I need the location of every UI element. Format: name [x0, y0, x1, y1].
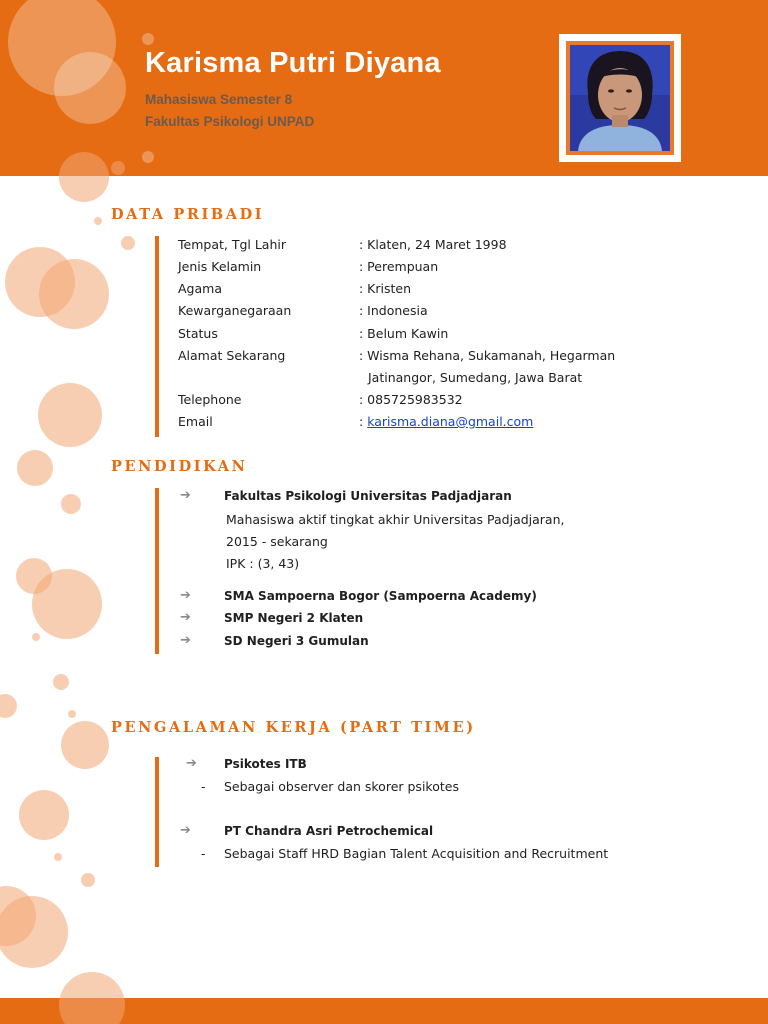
section-bar-pendidikan: [155, 488, 159, 654]
subtitle-faculty: Fakultas Psikologi UNPAD: [145, 114, 315, 129]
section-title-pendidikan: PENDIDIKAN: [111, 458, 248, 475]
value-religion: : Kristen: [359, 281, 412, 296]
value-status: : Belum Kawin: [359, 326, 449, 341]
arrow-right-icon: ➔: [186, 756, 197, 771]
education-item-university: Fakultas Psikologi Universitas Padjadjaran: [224, 489, 512, 503]
arrow-right-icon: ➔: [180, 588, 191, 603]
arrow-right-icon: ➔: [180, 633, 191, 648]
label-status: Status: [178, 326, 218, 341]
section-bar-data-pribadi: [155, 236, 159, 437]
value-address-continued: Jatinangor, Sumedang, Jawa Barat: [368, 370, 583, 385]
subtitle-semester: Mahasiswa Semester 8: [145, 92, 293, 107]
arrow-right-icon: ➔: [180, 610, 191, 625]
education-item-smp: SMP Negeri 2 Klaten: [224, 611, 364, 625]
value-email: [359, 414, 533, 429]
section-title-pengalaman: PENGALAMAN KERJA (PART TIME): [111, 719, 476, 736]
portrait-image: [570, 45, 670, 151]
value-telephone: : 085725983532: [359, 392, 463, 407]
footer-bar: [0, 998, 768, 1024]
label-email: Email: [178, 414, 213, 429]
arrow-right-icon: ➔: [180, 488, 191, 503]
experience-role-1: Sebagai observer dan skorer psikotes: [224, 779, 459, 794]
education-detail-2: 2015 - sekarang: [226, 534, 328, 549]
section-bar-pengalaman: [155, 757, 159, 867]
label-address: Alamat Sekarang: [178, 348, 286, 363]
value-birth: : Klaten, 24 Maret 1998: [359, 237, 507, 252]
label-religion: Agama: [178, 281, 222, 296]
value-address: : Wisma Rehana, Sukamanah, Hegarman: [359, 348, 616, 363]
experience-company-2: PT Chandra Asri Petrochemical: [224, 824, 434, 838]
experience-role-2: Sebagai Staff HRD Bagian Talent Acquisition and Recruitment: [224, 846, 609, 861]
education-detail-3: IPK : (3, 43): [226, 556, 300, 571]
profile-photo: [566, 41, 674, 155]
email-prefix: :: [359, 414, 368, 429]
value-citizenship: : Indonesia: [359, 303, 428, 318]
label-citizenship: Kewarganegaraan: [178, 303, 292, 318]
dash-bullet: -: [201, 779, 206, 794]
education-detail-1: Mahasiswa aktif tingkat akhir Universitas Padjadjaran,: [226, 512, 565, 527]
education-item-sma: SMA Sampoerna Bogor (Sampoerna Academy): [224, 589, 537, 603]
email-link[interactable]: karisma.diana@gmail.com: [367, 414, 534, 429]
dash-bullet: -: [201, 846, 206, 861]
education-item-sd: SD Negeri 3 Gumulan: [224, 634, 369, 648]
label-birth: Tempat, Tgl Lahir: [178, 237, 286, 252]
experience-company-1: Psikotes ITB: [224, 757, 307, 771]
value-gender: : Perempuan: [359, 259, 439, 274]
person-name: Karisma Putri Diyana: [145, 47, 441, 79]
label-gender: Jenis Kelamin: [178, 259, 262, 274]
profile-photo-frame: [559, 34, 681, 162]
section-title-data-pribadi: DATA PRIBADI: [111, 206, 265, 223]
arrow-right-icon: ➔: [180, 823, 191, 838]
label-telephone: Telephone: [178, 392, 242, 407]
